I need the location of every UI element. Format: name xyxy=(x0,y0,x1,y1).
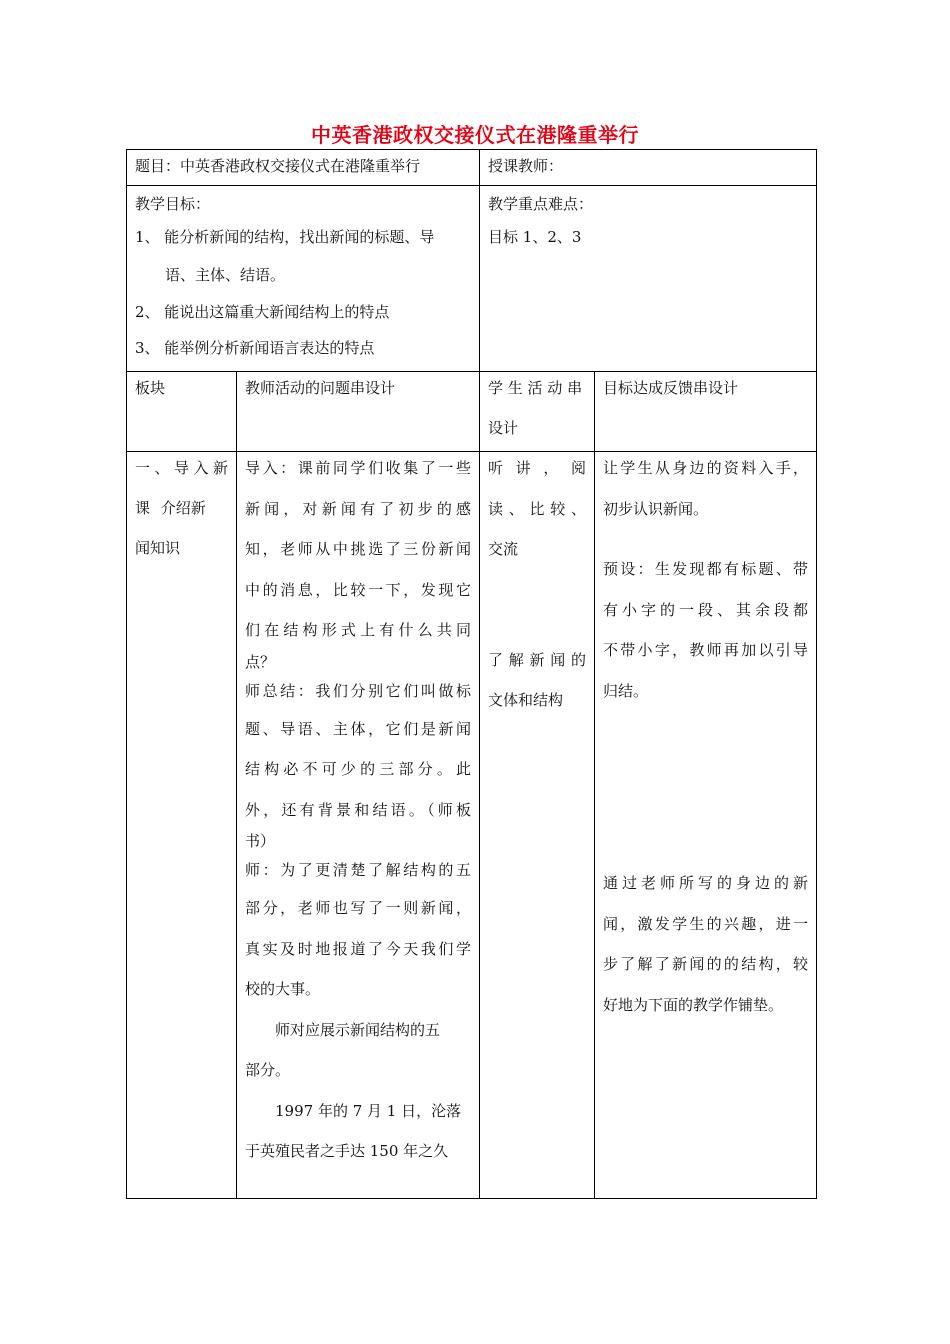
key-points-heading: 教学重点难点： xyxy=(488,195,594,213)
teacher-label: 授课教师： xyxy=(488,157,564,175)
lesson-topic: 题目：中英香港政权交接仪式在港隆重举行 xyxy=(135,157,421,175)
objectives-heading: 教学目标： xyxy=(135,195,211,213)
document-title: 中英香港政权交接仪式在港隆重举行 xyxy=(311,123,639,147)
table-row xyxy=(127,186,817,372)
table-row xyxy=(127,452,817,1199)
objective-item-3: 3、 能举例分析新闻语言表达的特点 xyxy=(135,339,375,357)
column-header-feedback: 目标达成反馈串设计 xyxy=(595,372,817,452)
key-points-cell xyxy=(480,186,817,372)
topic-cell xyxy=(127,150,480,186)
objective-item-1-cont: 语、主体、结语。 xyxy=(165,266,286,284)
section-cell: 一、导入新 课 介绍新 闻知识 xyxy=(127,452,237,1199)
column-header-student-activity: 学 生 活 动 串 设计 xyxy=(480,372,595,452)
table-row xyxy=(127,150,817,186)
teacher-activity-cell: 导入：课前同学们收集了一些 新闻，对新闻有了初步的感 知，老师从中挑选了三份新闻 中的消息，比较一下，发现它 们在结构形式上有什么共同 点？ 师总结：我们分别它们叫做标 题、导语、主体，它们是新闻 结构必不可少的三部分。此 外，还有背景和结语。（师板 书） 师：为了更清楚了解结构的五 部分，老师也写了一则新闻， 真实及时地报道了今天我们学 校的大事。 师对应展示新闻结构的五 部分。 1997 年的 7 月 1 日，沦落 于英殖民者之手达 150 年之久 xyxy=(237,452,480,1199)
column-header-teacher-activity: 教师活动的问题串设计 xyxy=(237,372,480,452)
feedback-cell: 让学生从身边的资料入手， 初步认识新闻。 预设：生发现都有标题、带 有小字的一段、其余段都 不带小字，教师再加以引导 归结。 通过老师所写的身边的新 闻，激发学生的兴趣，进一 步了解了新闻的的结构，较 好地为下面的教学作铺垫。 xyxy=(595,452,817,1199)
key-points-value: 目标 1、2、3 xyxy=(488,228,582,246)
objectives-cell xyxy=(127,186,480,372)
objective-item-2: 2、 能说出这篇重大新闻结构上的特点 xyxy=(135,303,390,321)
student-activity-cell: 听 讲 ， 阅 读 、 比 较 、 交流 了 解 新 闻 的 文体和结构 xyxy=(480,452,595,1199)
lesson-plan-table xyxy=(126,149,817,1199)
column-header-section: 板块 xyxy=(127,372,237,452)
teacher-cell xyxy=(480,150,817,186)
objective-item-1: 1、 能分析新闻的结构，找出新闻的标题、导 xyxy=(135,228,435,246)
table-row xyxy=(127,372,817,452)
